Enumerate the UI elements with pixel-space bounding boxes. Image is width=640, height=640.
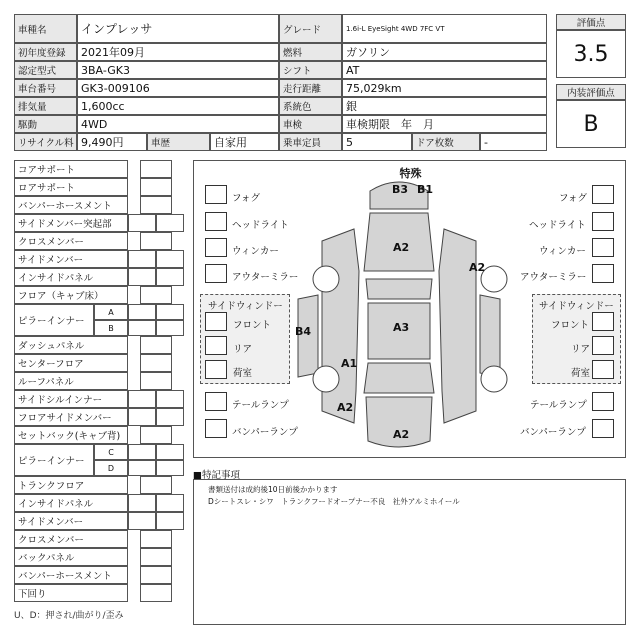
rear-glass-panel <box>364 363 434 393</box>
pillar-b-label: B <box>94 320 128 336</box>
legend-text: U、D：押され/曲がり/歪み <box>14 611 124 621</box>
interior-value: B <box>556 100 626 148</box>
damage-mark-b3: B3 <box>392 183 409 196</box>
part-check-box[interactable] <box>128 320 156 336</box>
rear-window-left-check[interactable] <box>205 336 227 355</box>
part-check-box[interactable] <box>140 566 172 584</box>
part-check-box[interactable] <box>128 250 156 268</box>
damage-mark-a2-right: A2 <box>469 261 486 274</box>
rear-window-right-label: リア <box>571 344 591 355</box>
damage-mark-a2-rear-left: A2 <box>337 401 354 414</box>
grade-label: グレード <box>279 14 342 43</box>
part-side-sill-inner: サイドシルインナー <box>14 390 128 408</box>
part-bumper-hose: バンパーホースメント <box>14 196 128 214</box>
bumper-lamp-right-label: バンパーランプ <box>520 427 586 438</box>
damage-mark-a2-hood: A2 <box>393 241 410 254</box>
winker-left-check[interactable] <box>205 238 227 257</box>
bumper-lamp-left-label: バンパーランプ <box>232 427 298 438</box>
right-door-panel <box>480 295 500 377</box>
fuel-value: ガソリン <box>342 43 547 61</box>
part-check-box[interactable] <box>128 408 156 426</box>
front-window-right-label: フロント <box>551 320 590 331</box>
side-window-left-group <box>200 294 290 384</box>
rear-window-right-check[interactable] <box>592 336 614 355</box>
part-check-box[interactable] <box>156 408 184 426</box>
part-floor-side-member: フロアサイドメンバー <box>14 408 128 426</box>
rear-right-wheel <box>481 366 507 392</box>
model-label: 車種名 <box>14 14 77 43</box>
part-cross-member-rear: クロスメンバー <box>14 530 128 548</box>
notes-title: ■特記事項 <box>193 470 240 481</box>
front-left-wheel <box>313 266 339 292</box>
color-value: 銀 <box>342 97 547 115</box>
part-check-box[interactable] <box>140 354 172 372</box>
fog-right-check[interactable] <box>592 185 614 204</box>
interior-title: 内装評価点 <box>556 84 626 100</box>
capacity-value: 5 <box>342 133 412 151</box>
part-check-box[interactable] <box>156 512 184 530</box>
part-check-box[interactable] <box>140 530 172 548</box>
mileage-label: 走行距離 <box>279 79 342 97</box>
part-check-box[interactable] <box>140 178 172 196</box>
luggage-window-left-label: 荷室 <box>233 368 253 379</box>
part-check-box[interactable] <box>156 214 184 232</box>
part-check-box[interactable] <box>128 512 156 530</box>
front-window-right-check[interactable] <box>592 312 614 331</box>
windshield-panel <box>366 279 432 299</box>
special-label: 特殊 <box>399 167 422 180</box>
mirror-left-check[interactable] <box>205 264 227 283</box>
car-diagram <box>193 160 626 458</box>
part-dash-panel: ダッシュパネル <box>14 336 128 354</box>
part-check-box[interactable] <box>140 584 172 602</box>
part-side-member: サイドメンバー <box>14 250 128 268</box>
part-check-box[interactable] <box>156 250 184 268</box>
part-check-box[interactable] <box>128 390 156 408</box>
part-check-box[interactable] <box>156 390 184 408</box>
left-side-panel <box>322 229 359 423</box>
mirror-right-label: アウターミラー <box>520 272 587 283</box>
front-window-left-check[interactable] <box>205 312 227 331</box>
headlight-left-label: ヘッドライト <box>232 220 289 231</box>
first-reg-value: 2021年09月 <box>77 43 279 61</box>
recycle-value: 9,490円 <box>77 133 147 151</box>
notes-line-1: 書類送付は成約後10日前後かかります <box>208 485 338 494</box>
part-bumper-hose-rear: バンパーホースメント <box>14 566 128 584</box>
inspection-label: 車検 <box>279 115 342 133</box>
side-window-right-title: サイドウィンドー <box>539 301 614 312</box>
score-value: 3.5 <box>556 30 626 78</box>
first-reg-label: 初年度登録 <box>14 43 77 61</box>
part-side-member-protrude: サイドメンバー突起部 <box>14 214 128 232</box>
part-cross-member: クロスメンバー <box>14 232 128 250</box>
part-check-box[interactable] <box>156 304 184 320</box>
luggage-window-left-check[interactable] <box>205 360 227 379</box>
part-back-panel: バックパネル <box>14 548 128 566</box>
model-value: インプレッサ <box>77 14 279 43</box>
score-title: 評価点 <box>556 14 626 30</box>
notes-line-2: Dシートスレ・シワ トランクフードオープナー不良 社外アルミホイール <box>208 497 460 506</box>
bumper-lamp-right-check[interactable] <box>592 419 614 438</box>
headlight-left-check[interactable] <box>205 212 227 231</box>
fuel-label: 燃料 <box>279 43 342 61</box>
headlight-right-label: ヘッドライト <box>529 220 586 231</box>
headlight-right-check[interactable] <box>592 212 614 231</box>
damage-mark-a2-bumper: A2 <box>393 428 410 441</box>
part-check-box[interactable] <box>140 196 172 214</box>
damage-mark-b1: B1 <box>417 183 434 196</box>
tail-lamp-left-check[interactable] <box>205 392 227 411</box>
luggage-window-right-label: 荷室 <box>571 368 591 379</box>
rear-window-left-label: リア <box>233 344 253 355</box>
type-value: 3BA-GK3 <box>77 61 279 79</box>
part-check-box[interactable] <box>128 460 156 476</box>
damage-mark-b4: B4 <box>295 325 312 338</box>
part-check-box[interactable] <box>156 268 184 286</box>
part-floor-cab: フロア（キャブ床） <box>14 286 128 304</box>
fog-left-check[interactable] <box>205 185 227 204</box>
inspection-value: 車検期限 年 月 <box>342 115 547 133</box>
fog-right-label: フォグ <box>559 193 588 204</box>
drive-label: 駆動 <box>14 115 77 133</box>
part-check-box[interactable] <box>156 460 184 476</box>
rear-left-wheel <box>313 366 339 392</box>
tail-lamp-left-label: テールランプ <box>232 400 289 411</box>
part-inside-panel: インサイドパネル <box>14 268 128 286</box>
part-side-member-rear: サイドメンバー <box>14 512 128 530</box>
drive-value: 4WD <box>77 115 279 133</box>
shift-label: シフト <box>279 61 342 79</box>
capacity-label: 乗車定員 <box>279 133 342 151</box>
part-check-box[interactable] <box>140 160 172 178</box>
right-side-panel <box>439 229 476 423</box>
pillar-c-label: C <box>94 444 128 460</box>
notes-box <box>193 479 626 625</box>
tail-lamp-right-label: テールランプ <box>530 400 587 411</box>
part-roof-panel: ルーフパネル <box>14 372 128 390</box>
winker-right-check[interactable] <box>592 238 614 257</box>
part-pillar-inner: ピラーインナー <box>14 304 94 336</box>
tail-lamp-right-check[interactable] <box>592 392 614 411</box>
chassis-value: GK3-009106 <box>77 79 279 97</box>
history-value: 自家用 <box>210 133 279 151</box>
part-check-box[interactable] <box>140 372 172 390</box>
fog-left-label: フォグ <box>232 193 261 204</box>
damage-mark-a3: A3 <box>393 321 410 334</box>
part-check-box[interactable] <box>140 476 172 494</box>
part-check-box[interactable] <box>156 444 184 460</box>
doors-value: - <box>480 133 547 151</box>
chassis-label: 車台番号 <box>14 79 77 97</box>
winker-right-label: ウィンカー <box>539 246 586 257</box>
type-label: 認定型式 <box>14 61 77 79</box>
part-core-support: コアサポート <box>14 160 128 178</box>
part-check-box[interactable] <box>140 286 172 304</box>
side-window-left-title: サイドウィンドー <box>208 301 283 312</box>
part-under-frame: 下回り <box>14 584 128 602</box>
shift-value: AT <box>342 61 547 79</box>
part-check-box[interactable] <box>128 494 156 512</box>
displacement-label: 排気量 <box>14 97 77 115</box>
part-check-box[interactable] <box>140 426 172 444</box>
winker-left-label: ウィンカー <box>232 246 279 257</box>
part-check-box[interactable] <box>128 268 156 286</box>
mirror-left-label: アウターミラー <box>232 272 299 283</box>
bumper-lamp-left-check[interactable] <box>205 419 227 438</box>
color-label: 系統色 <box>279 97 342 115</box>
part-check-box[interactable] <box>156 320 184 336</box>
pillar-d-label: D <box>94 460 128 476</box>
part-pillar-inner-rear: ピラーインナー <box>14 444 94 476</box>
part-setback: セットバック(キャブ背) <box>14 426 128 444</box>
part-check-box[interactable] <box>128 444 156 460</box>
part-check-box[interactable] <box>140 232 172 250</box>
displacement-value: 1,600cc <box>77 97 279 115</box>
luggage-window-right-check[interactable] <box>592 360 614 379</box>
doors-label: ドア枚数 <box>412 133 480 151</box>
grade-value: 1.6i-L EyeSight 4WD 7FC VT <box>342 14 547 43</box>
damage-mark-a1: A1 <box>341 357 358 370</box>
part-inside-panel-rear: インサイドパネル <box>14 494 128 512</box>
part-center-floor: センターフロア <box>14 354 128 372</box>
mileage-value: 75,029km <box>342 79 547 97</box>
history-label: 車歴 <box>147 133 210 151</box>
side-window-right-group <box>532 294 621 384</box>
recycle-label: リサイクル料 <box>14 133 77 151</box>
part-check-box[interactable] <box>140 336 172 354</box>
part-check-box[interactable] <box>128 304 156 320</box>
part-trunk-floor: トランクフロア <box>14 476 128 494</box>
pillar-a-label: A <box>94 304 128 320</box>
part-check-box[interactable] <box>156 494 184 512</box>
mirror-right-check[interactable] <box>592 264 614 283</box>
front-window-left-label: フロント <box>233 320 272 331</box>
part-check-box[interactable] <box>128 214 156 232</box>
part-check-box[interactable] <box>140 548 172 566</box>
part-lower-support: ロアサポート <box>14 178 128 196</box>
